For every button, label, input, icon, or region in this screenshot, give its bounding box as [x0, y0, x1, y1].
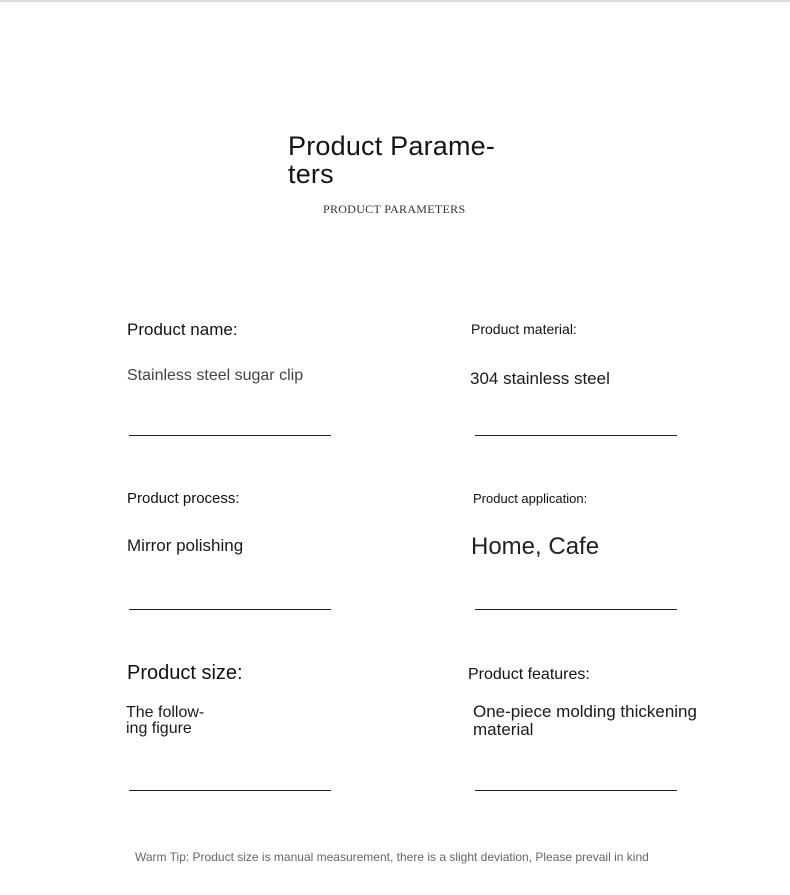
product-process-label: Product process: [127, 490, 240, 507]
title-line-1: Product Parame- [288, 131, 496, 161]
product-material-value: 304 stainless steel [470, 369, 610, 388]
top-divider [0, 0, 790, 2]
warm-tip-note: Warm Tip: Product size is manual measurement, there is a slight deviation, Please prevail in kind [135, 850, 649, 864]
product-name-value: Stainless steel sugar clip [127, 367, 304, 384]
product-features-label: Product features: [468, 666, 590, 683]
product-features-value [473, 703, 697, 739]
product-process-underline [129, 609, 331, 610]
product-size-underline [129, 790, 331, 791]
product-application-value: Home, Cafe [471, 533, 600, 560]
product-name-underline [129, 435, 331, 436]
product-material-label: Product material: [471, 321, 577, 337]
product-features-value-line-1: One-piece molding thickening [473, 702, 697, 721]
title-line-2: ters [288, 159, 334, 189]
product-size-value-line-1: The follow- [126, 704, 205, 721]
product-features-value-line-2: material [473, 720, 534, 739]
product-size-label: Product size: [127, 662, 243, 684]
page-title [288, 132, 498, 188]
product-application-label: Product application: [473, 491, 588, 506]
product-features-underline [475, 790, 677, 791]
product-size-value-line-2: ing figure [126, 720, 192, 737]
product-material-underline [475, 435, 677, 436]
page-subtitle: PRODUCT PARAMETERS [323, 202, 466, 216]
product-application-underline [475, 609, 677, 610]
product-name-label: Product name: [127, 320, 238, 339]
product-size-value [126, 705, 204, 737]
product-process-value: Mirror polishing [127, 536, 244, 555]
